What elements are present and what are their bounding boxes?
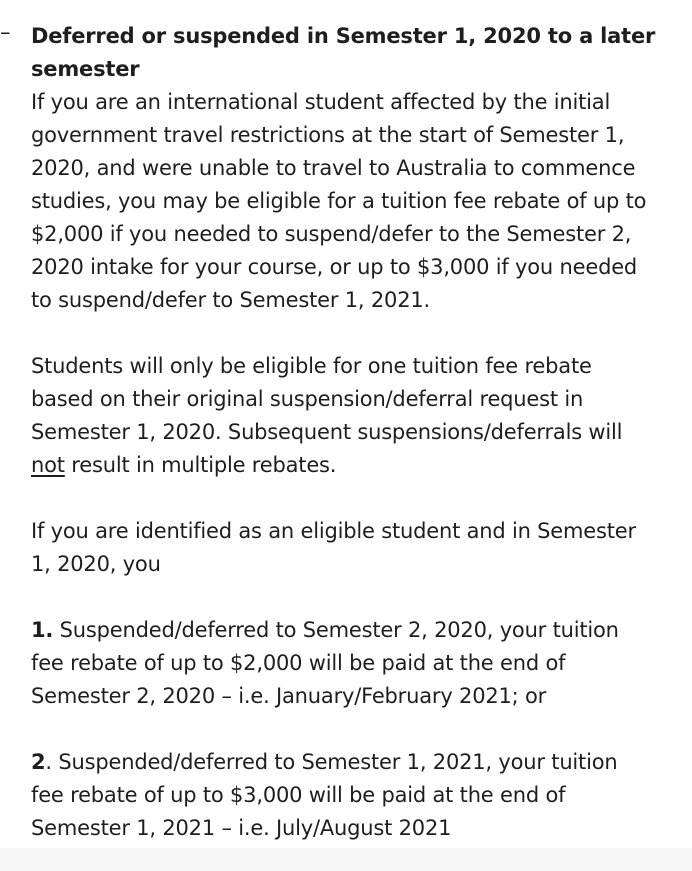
bottom-band xyxy=(0,848,692,871)
section-content xyxy=(31,20,686,845)
section-heading: Deferred or suspended in Semester 1, 2020 to a later semester xyxy=(31,24,656,81)
list-item-2-number: 2 xyxy=(31,750,46,774)
paragraph-one-rebate-text: Students will only be eligible for one tuition fee rebate based on their original suspension/deferral request in Semester 1, 2020. Subsequent suspensions/deferrals will xyxy=(31,354,623,444)
list-item-1-number: 1. xyxy=(31,618,54,642)
paragraph-one-rebate xyxy=(31,350,686,482)
list-item-2 xyxy=(31,746,686,845)
spacer xyxy=(31,713,686,746)
spacer xyxy=(31,482,686,515)
spacer xyxy=(31,317,686,350)
spacer xyxy=(31,581,686,614)
paragraph-identified: If you are identified as an eligible student and in Semester 1, 2020, you xyxy=(31,519,636,576)
list-item-1-text: Suspended/deferred to Semester 2, 2020, your tuition fee rebate of up to $2,000 will be paid at the end of Semester 2, 2020 – i.e. January/February 2021; or xyxy=(31,618,619,708)
list-item-1 xyxy=(31,614,686,713)
paragraph-eligibility: If you are an international student affected by the initial government travel restrictions at the start of Semester 1, 2020, and were unable to travel to Australia to commence studies, you may be eligible for a tuition fee rebate of up to $2,000 if you needed to suspend/defer to the Semester 2, 2020 intake for your course, or up to $3,000 if you needed to suspend/defer to Semester 1, 2021. xyxy=(31,90,647,312)
collapse-dash-icon[interactable]: – xyxy=(0,20,11,44)
paragraph-one-rebate-tail: result in multiple rebates. xyxy=(64,453,337,477)
underlined-not: not xyxy=(31,453,65,477)
list-item-2-text: . Suspended/deferred to Semester 1, 2021, your tuition fee rebate of up to $3,000 will be paid at the end of Semester 1, 2021 – i.e. July/August 2021 xyxy=(31,750,618,840)
